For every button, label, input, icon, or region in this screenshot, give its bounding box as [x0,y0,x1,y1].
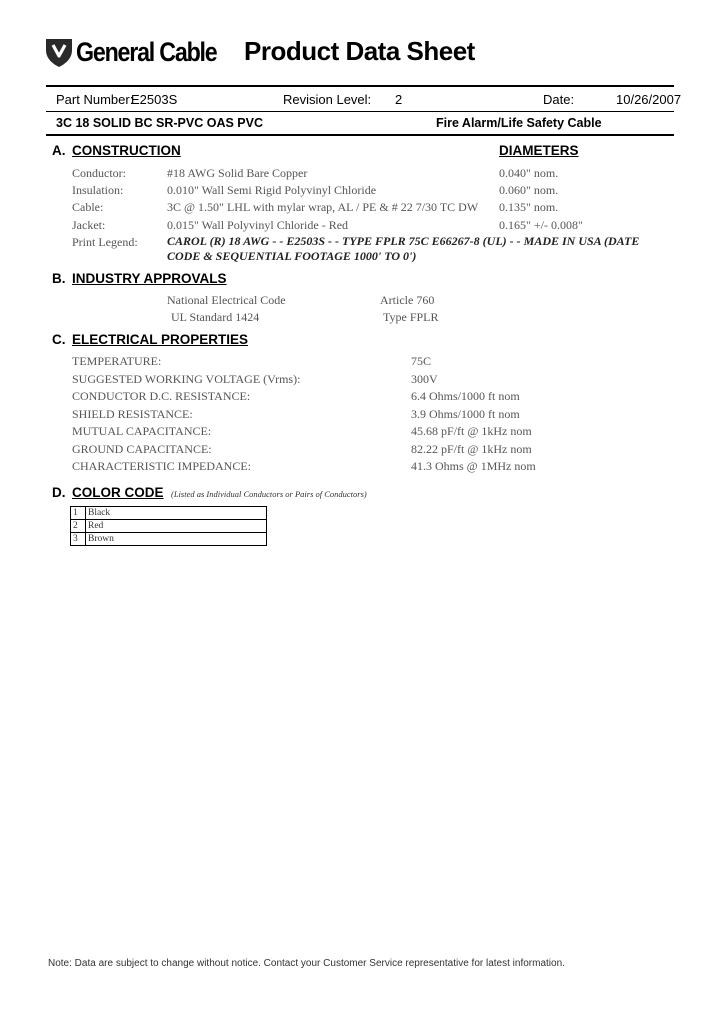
construction-diameter: 0.165" +/- 0.008" [499,218,583,232]
header-rule [46,85,674,87]
meta-rule [46,111,674,112]
electrical-property-value: 41.3 Ohms @ 1MHz nom [411,459,536,473]
color-number: 1 [71,507,86,520]
electrical-property-name: MUTUAL CAPACITANCE: [72,424,212,438]
color-name: Brown [86,533,267,546]
section-title-approvals: INDUSTRY APPROVALS [72,271,227,286]
electrical-property-value: 82.22 pF/ft @ 1kHz nom [411,442,532,456]
electrical-property-value: 3.9 Ohms/1000 ft nom [411,407,520,421]
electrical-property-value: 75C [411,354,432,368]
approval-name: National Electrical Code [167,293,286,307]
color-name: Black [86,507,267,520]
table-row [71,520,267,533]
construction-label: Cable: [72,200,104,214]
table-row [71,507,267,520]
construction-value: 0.010" Wall Semi Rigid Polyvinyl Chloride [167,183,377,197]
construction-label: Conductor: [72,166,126,180]
electrical-property-name: GROUND CAPACITANCE: [72,442,212,456]
section-letter-color-code: D. [52,485,66,500]
construction-diameter: 0.040" nom. [499,166,559,180]
construction-value: 0.015" Wall Polyvinyl Chloride - Red [167,218,349,232]
construction-label: Insulation: [72,183,124,197]
color-name: Red [86,520,267,533]
diameters-title: DIAMETERS [499,143,579,158]
date-label: Date: [543,92,575,107]
shield-logo-icon [44,36,74,68]
electrical-property-name: CHARACTERISTIC IMPEDANCE: [72,459,252,473]
date-value: 10/26/2007 [616,92,682,107]
construction-diameter: 0.135" nom. [499,200,559,214]
color-code-table [70,506,267,546]
brand-logo [44,34,239,70]
color-code-note: (Listed as Individual Conductors or Pairs of Conductors) [171,489,367,499]
electrical-property-value: 6.4 Ohms/1000 ft nom [411,389,520,403]
electrical-property-name: TEMPERATURE: [72,354,162,368]
construction-value: 3C @ 1.50" LHL with mylar wrap, AL / PE & # 22 7/30 TC DW [167,200,479,214]
section-title-color-code: COLOR CODE [72,485,164,500]
section-title-electrical: ELECTRICAL PROPERTIES [72,332,249,347]
brand-name: General Cable [76,36,217,67]
section-letter-electrical: C. [52,332,66,347]
electrical-property-name: SUGGESTED WORKING VOLTAGE (Vrms): [72,372,301,386]
approval-value: Type FPLR [383,310,439,324]
footer-note: Note: Data are subject to change without notice. Contact your Customer Service representative for latest information. [48,958,565,969]
section-letter-approvals: B. [52,271,66,286]
electrical-property-value: 300V [411,372,438,386]
print-legend-line-1: CAROL (R) 18 AWG - - E2503S - - TYPE FPLR 75C E66267-8 (UL) - - MADE IN USA (DATE [167,234,640,248]
color-number: 3 [71,533,86,546]
revision-label: Revision Level: [283,92,372,107]
approval-value: Article 760 [380,293,435,307]
print-legend-line-2: CODE & SEQUENTIAL FOOTAGE 1000' TO 0') [167,249,417,263]
construction-diameter: 0.060" nom. [499,183,559,197]
construction-label: Jacket: [72,218,106,232]
product-name: 3C 18 SOLID BC SR-PVC OAS PVC [56,116,263,130]
print-legend-label: Print Legend: [72,235,138,249]
table-row [71,533,267,546]
section-letter-construction: A. [52,143,66,158]
color-number: 2 [71,520,86,533]
construction-value: #18 AWG Solid Bare Copper [167,166,308,180]
electrical-property-name: SHIELD RESISTANCE: [72,407,193,421]
document-title: Product Data Sheet [244,36,475,66]
part-number-label: Part Number: [56,92,134,107]
electrical-property-name: CONDUCTOR D.C. RESISTANCE: [72,389,251,403]
revision-value: 2 [395,92,403,107]
electrical-property-value: 45.68 pF/ft @ 1kHz nom [411,424,532,438]
product-category: Fire Alarm/Life Safety Cable [436,116,602,130]
product-rule [46,134,674,136]
section-title-construction: CONSTRUCTION [72,143,181,158]
part-number-value: E2503S [131,92,178,107]
approval-name: UL Standard 1424 [171,310,260,324]
